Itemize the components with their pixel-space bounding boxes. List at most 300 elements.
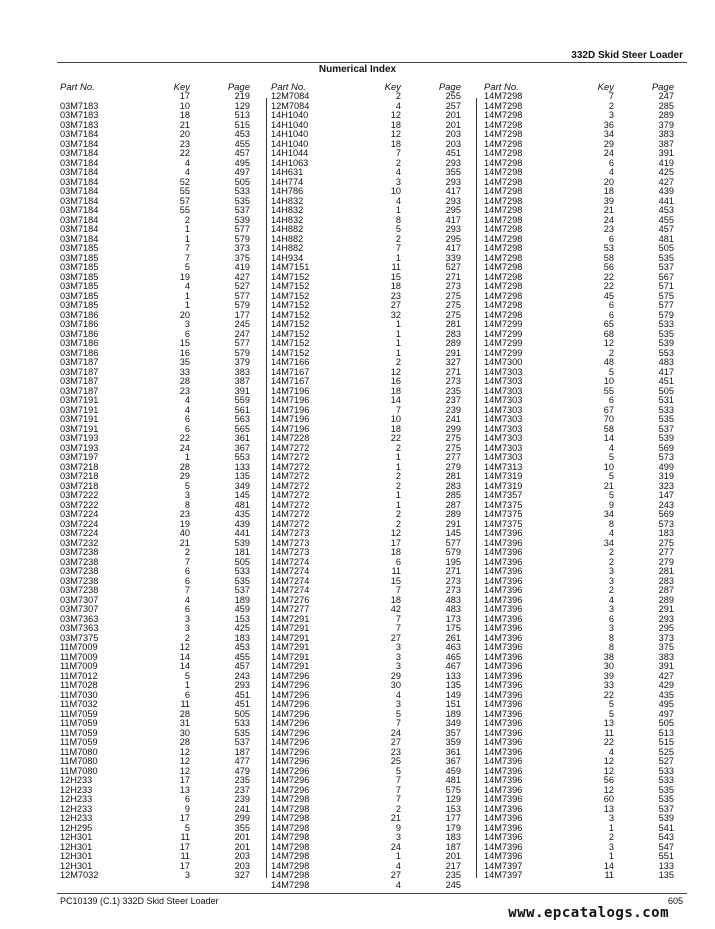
page-cell: 203 bbox=[234, 851, 250, 861]
part-no-cell: 14M7396 bbox=[484, 575, 523, 586]
key-header: Key bbox=[173, 82, 190, 93]
part-no-cell: 11M7059 bbox=[60, 708, 98, 719]
key-cell: 18 bbox=[603, 186, 614, 196]
part-no-cell: 14M7396 bbox=[484, 765, 523, 776]
part-no-cell: 03M7187 bbox=[60, 357, 99, 367]
key-cell: 5 bbox=[608, 490, 614, 500]
part-no-cell: 03M7184 bbox=[60, 157, 99, 168]
key-cell: 2 bbox=[184, 214, 190, 225]
part-no-cell: 14M7397 bbox=[484, 860, 523, 871]
key-cell: 23 bbox=[179, 138, 190, 149]
part-no-cell: 03M7193 bbox=[60, 442, 99, 453]
page-cell: 463 bbox=[445, 642, 461, 652]
page-cell: 539 bbox=[234, 214, 250, 225]
key-cell: 14 bbox=[603, 860, 614, 871]
key-cell: 7 bbox=[395, 623, 401, 633]
part-no-cell: 14H882 bbox=[271, 243, 304, 253]
page-cell: 271 bbox=[445, 271, 461, 282]
part-no-cell: 14M7272 bbox=[271, 442, 310, 453]
part-no-cell: 14M7298 bbox=[484, 195, 523, 206]
part-no-cell: 11M7059 bbox=[60, 727, 98, 738]
page-cell: 427 bbox=[658, 176, 674, 187]
part-no-cell: 14M7298 bbox=[484, 233, 523, 244]
page-cell: 391 bbox=[234, 385, 250, 396]
page-cell: 187 bbox=[445, 841, 461, 852]
page-cell: 457 bbox=[658, 224, 674, 234]
key-cell: 17 bbox=[390, 537, 401, 548]
page-cell: 391 bbox=[658, 148, 674, 158]
index-column-1 bbox=[60, 83, 250, 881]
page-cell: 291 bbox=[445, 347, 461, 358]
part-no-cell: 14M7319 bbox=[484, 480, 523, 491]
part-no-cell: 12H295 bbox=[60, 822, 93, 833]
key-cell: 36 bbox=[603, 119, 614, 130]
page-cell: 535 bbox=[658, 328, 674, 339]
part-no-cell: 03M7184 bbox=[60, 195, 99, 206]
key-cell: 13 bbox=[603, 718, 614, 728]
key-cell: 12 bbox=[390, 129, 401, 139]
page-cell: 533 bbox=[234, 566, 250, 576]
part-no-cell: 03M7191 bbox=[60, 423, 99, 434]
page-cell: 525 bbox=[658, 746, 674, 757]
key-cell: 6 bbox=[608, 157, 614, 168]
key-cell: 33 bbox=[179, 366, 190, 377]
page-cell: 457 bbox=[234, 661, 250, 671]
part-no-cell: 14M7313 bbox=[484, 461, 523, 472]
page-cell: 243 bbox=[658, 499, 674, 510]
page-cell: 541 bbox=[658, 822, 674, 833]
part-no-cell: 12H233 bbox=[60, 794, 93, 804]
page-cell: 261 bbox=[445, 632, 461, 643]
page-cell: 375 bbox=[234, 252, 250, 263]
part-no-cell: 14M7298 bbox=[271, 851, 310, 861]
key-cell: 22 bbox=[603, 737, 614, 747]
key-cell: 9 bbox=[184, 803, 190, 814]
key-cell: 2 bbox=[395, 442, 401, 453]
part-no-cell: 14H832 bbox=[271, 214, 304, 225]
part-no-cell: 14M7396 bbox=[484, 556, 523, 567]
part-no-cell: 03M7184 bbox=[60, 129, 99, 139]
key-cell: 21 bbox=[603, 480, 614, 491]
part-no-cell: 14M7298 bbox=[271, 879, 310, 890]
part-no-cell: 03M7238 bbox=[60, 585, 99, 595]
part-no-cell: 03M7191 bbox=[60, 404, 99, 415]
part-no-cell: 14M7273 bbox=[271, 537, 310, 548]
key-cell: 6 bbox=[608, 613, 614, 624]
key-cell: 5 bbox=[608, 708, 614, 719]
part-no-cell: 14M7303 bbox=[484, 366, 523, 377]
part-no-cell: 14M7196 bbox=[271, 404, 310, 415]
index-column-2 bbox=[271, 83, 461, 890]
page-cell: 195 bbox=[445, 556, 461, 567]
page-cell: 533 bbox=[658, 319, 674, 329]
page-cell: 133 bbox=[445, 670, 461, 681]
key-cell: 10 bbox=[390, 414, 401, 424]
page-cell: 387 bbox=[658, 138, 674, 149]
page-cell: 459 bbox=[234, 604, 250, 614]
part-no-cell: 14M7298 bbox=[484, 110, 523, 120]
page-cell: 129 bbox=[445, 794, 461, 804]
key-cell: 12 bbox=[179, 746, 190, 757]
page-cell: 293 bbox=[445, 176, 461, 187]
key-cell: 4 bbox=[184, 395, 190, 405]
part-no-cell: 11M7080 bbox=[60, 765, 98, 776]
key-cell: 56 bbox=[603, 262, 614, 272]
key-cell: 11 bbox=[604, 870, 614, 880]
part-no-cell: 03M7238 bbox=[60, 547, 99, 557]
page-cell: 147 bbox=[658, 490, 674, 500]
page-cell: 281 bbox=[445, 471, 461, 481]
page-cell: 499 bbox=[658, 461, 674, 472]
page-cell: 427 bbox=[234, 271, 250, 282]
page-cell: 563 bbox=[234, 414, 250, 424]
key-cell: 14 bbox=[603, 433, 614, 443]
part-no-cell: 14M7396 bbox=[484, 737, 523, 747]
key-cell: 15 bbox=[179, 338, 190, 348]
key-cell: 2 bbox=[395, 157, 401, 168]
key-cell: 28 bbox=[179, 737, 190, 747]
part-no-cell: 14M7274 bbox=[271, 575, 310, 586]
page-cell: 153 bbox=[445, 803, 461, 814]
part-no-cell: 14H1044 bbox=[271, 148, 309, 158]
part-no-cell: 12M7084 bbox=[271, 91, 310, 101]
part-no-cell: 11M7059 bbox=[60, 718, 98, 728]
page-cell: 257 bbox=[445, 100, 461, 111]
part-no-cell: 14M7273 bbox=[271, 528, 310, 538]
page-cell: 505 bbox=[658, 385, 674, 396]
key-cell: 7 bbox=[395, 148, 401, 158]
page-cell: 179 bbox=[445, 822, 461, 833]
part-no-cell: 14M7298 bbox=[484, 157, 523, 168]
part-no-cell: 14M7296 bbox=[271, 670, 310, 681]
page-cell: 579 bbox=[234, 347, 250, 358]
part-no-cell: 14M7298 bbox=[271, 832, 310, 842]
page-cell: 281 bbox=[445, 319, 461, 329]
key-cell: 28 bbox=[179, 376, 190, 386]
part-no-cell: 14M7396 bbox=[484, 537, 523, 548]
part-no-cell: 14M7357 bbox=[484, 490, 523, 500]
part-no-cell: 03M7184 bbox=[60, 138, 99, 149]
key-cell: 12 bbox=[390, 528, 401, 538]
key-cell: 33 bbox=[603, 680, 614, 690]
page-cell: 327 bbox=[445, 357, 461, 367]
part-no-cell: 14M7298 bbox=[271, 794, 310, 804]
part-no-cell: 14M7396 bbox=[484, 585, 523, 595]
key-cell: 39 bbox=[603, 195, 614, 206]
key-cell: 14 bbox=[179, 661, 190, 671]
part-no-cell: 14M7298 bbox=[271, 813, 310, 823]
part-no-cell: 14M7396 bbox=[484, 547, 523, 557]
key-cell: 8 bbox=[608, 642, 614, 652]
key-cell: 7 bbox=[184, 556, 190, 567]
key-cell: 6 bbox=[608, 395, 614, 405]
key-cell: 24 bbox=[179, 442, 190, 453]
key-cell: 7 bbox=[395, 718, 401, 728]
page-cell: 135 bbox=[234, 471, 250, 481]
key-cell: 15 bbox=[390, 575, 401, 586]
key-cell: 7 bbox=[395, 794, 401, 804]
key-cell: 22 bbox=[179, 433, 190, 443]
part-no-cell: 11M7080 bbox=[60, 746, 98, 757]
key-cell: 1 bbox=[395, 499, 401, 510]
page-cell: 539 bbox=[234, 537, 250, 548]
part-no-cell: 03M7183 bbox=[60, 110, 99, 120]
part-no-cell: 03M7363 bbox=[60, 623, 99, 633]
part-no-cell: 03M7184 bbox=[60, 233, 99, 244]
page-cell: 497 bbox=[658, 708, 674, 719]
page-cell: 575 bbox=[445, 784, 461, 795]
part-no-cell: 14M7300 bbox=[484, 357, 523, 367]
page-cell: 177 bbox=[445, 813, 461, 823]
part-no-cell: 14M7396 bbox=[484, 566, 523, 576]
page-cell: 535 bbox=[658, 252, 674, 263]
part-no-cell: 14M7296 bbox=[271, 708, 310, 719]
page-cell: 417 bbox=[658, 366, 674, 377]
part-no-cell: 12M7084 bbox=[271, 100, 310, 111]
part-no-cell: 14H1040 bbox=[271, 129, 309, 139]
part-no-cell: 03M7193 bbox=[60, 433, 99, 443]
key-cell: 5 bbox=[184, 480, 190, 491]
part-no-cell: 14M7303 bbox=[484, 442, 523, 453]
part-no-cell: 14M7396 bbox=[484, 718, 523, 728]
key-cell: 3 bbox=[184, 319, 190, 329]
key-cell: 28 bbox=[179, 708, 190, 719]
part-no-cell: 03M7185 bbox=[60, 300, 99, 310]
part-no-cell: 12M7032 bbox=[60, 870, 99, 880]
key-cell: 2 bbox=[395, 357, 401, 367]
key-cell: 34 bbox=[603, 509, 614, 519]
part-no-cell: 14M7303 bbox=[484, 433, 523, 443]
page-cell: 505 bbox=[234, 556, 250, 567]
key-cell: 17 bbox=[179, 860, 190, 871]
page-cell: 285 bbox=[658, 100, 674, 111]
part-no-cell: 14M7396 bbox=[484, 784, 523, 795]
key-cell: 2 bbox=[395, 480, 401, 491]
key-cell: 58 bbox=[603, 423, 614, 434]
part-no-cell: 14M7272 bbox=[271, 480, 310, 491]
page-cell: 241 bbox=[445, 414, 461, 424]
column-divider bbox=[266, 98, 267, 878]
key-cell: 18 bbox=[390, 281, 401, 291]
table-row bbox=[484, 871, 674, 881]
page-cell: 481 bbox=[234, 499, 250, 510]
part-no-cell: 14M7298 bbox=[484, 214, 523, 225]
key-cell: 18 bbox=[390, 119, 401, 130]
part-no-cell: 12H301 bbox=[60, 860, 93, 871]
key-cell: 2 bbox=[395, 509, 401, 519]
part-no-cell: 03M7185 bbox=[60, 243, 99, 253]
page-cell: 573 bbox=[658, 518, 674, 529]
key-cell: 2 bbox=[184, 632, 190, 643]
page-cell: 419 bbox=[234, 262, 250, 272]
page-cell: 145 bbox=[234, 490, 250, 500]
part-no-cell: 14M7274 bbox=[271, 566, 310, 576]
key-cell: 11 bbox=[391, 262, 401, 272]
part-no-cell: 14M7152 bbox=[271, 290, 310, 301]
page-cell: 373 bbox=[658, 632, 674, 643]
key-cell: 11 bbox=[604, 727, 614, 738]
page-cell: 543 bbox=[658, 832, 674, 842]
page-cell: 349 bbox=[234, 480, 250, 491]
key-cell: 12 bbox=[603, 765, 614, 776]
page-cell: 537 bbox=[234, 737, 250, 747]
page-cell: 569 bbox=[658, 442, 674, 453]
page-cell: 425 bbox=[234, 623, 250, 633]
part-no-cell: 14M7396 bbox=[484, 528, 523, 538]
part-no-cell: 14M7152 bbox=[271, 347, 310, 358]
part-no-cell: 14M7152 bbox=[271, 300, 310, 310]
page-cell: 515 bbox=[234, 119, 250, 130]
part-no-cell: 03M7187 bbox=[60, 376, 99, 386]
part-no-cell: 14M7272 bbox=[271, 452, 310, 462]
key-cell: 4 bbox=[395, 167, 401, 177]
part-no-cell: 14M7299 bbox=[484, 338, 523, 348]
key-cell: 27 bbox=[390, 870, 401, 880]
page-cell: 513 bbox=[234, 110, 250, 120]
part-no-cell: 03M7238 bbox=[60, 566, 99, 576]
key-cell: 13 bbox=[603, 803, 614, 814]
page-cell: 239 bbox=[445, 404, 461, 415]
part-no-header: Part No. bbox=[484, 82, 519, 93]
page-cell: 279 bbox=[445, 461, 461, 472]
part-no-cell: 03M7187 bbox=[60, 366, 99, 377]
page-cell: 293 bbox=[658, 613, 674, 624]
page-cell: 201 bbox=[234, 841, 250, 852]
key-cell: 6 bbox=[608, 309, 614, 320]
part-no-cell: 14M7396 bbox=[484, 803, 523, 814]
part-no-cell: 14M7298 bbox=[484, 271, 523, 282]
key-cell: 19 bbox=[179, 271, 190, 282]
key-cell: 29 bbox=[603, 138, 614, 149]
key-cell: 12 bbox=[179, 756, 190, 766]
page-cell: 275 bbox=[445, 309, 461, 320]
key-cell: 7 bbox=[395, 775, 401, 785]
key-cell: 1 bbox=[184, 290, 190, 301]
key-cell: 6 bbox=[184, 794, 190, 804]
key-cell: 1 bbox=[608, 851, 614, 861]
page-cell: 283 bbox=[445, 480, 461, 491]
part-no-cell: 03M7185 bbox=[60, 262, 99, 272]
part-no-cell: 11M7030 bbox=[60, 689, 98, 700]
part-no-cell: 14H832 bbox=[271, 195, 304, 206]
part-no-cell: 14M7196 bbox=[271, 414, 310, 424]
key-cell: 7 bbox=[395, 243, 401, 253]
key-cell: 24 bbox=[603, 148, 614, 158]
column-divider bbox=[476, 98, 477, 878]
page-cell: 427 bbox=[658, 670, 674, 681]
key-cell: 1 bbox=[395, 461, 401, 472]
key-cell: 7 bbox=[395, 404, 401, 415]
page-cell: 243 bbox=[234, 670, 250, 681]
page-cell: 373 bbox=[234, 243, 250, 253]
key-cell: 1 bbox=[395, 338, 401, 348]
page-cell: 277 bbox=[658, 547, 674, 557]
part-no-cell: 14M7296 bbox=[271, 784, 310, 795]
key-cell: 1 bbox=[395, 347, 401, 358]
page-cell: 239 bbox=[234, 794, 250, 804]
key-cell: 23 bbox=[390, 290, 401, 301]
page-cell: 531 bbox=[658, 395, 674, 405]
key-cell: 8 bbox=[608, 632, 614, 643]
page-cell: 577 bbox=[234, 224, 250, 234]
part-no-cell: 14M7291 bbox=[271, 642, 310, 652]
page-cell: 271 bbox=[445, 366, 461, 377]
part-no-cell: 14M7299 bbox=[484, 319, 523, 329]
part-no-cell: 14M7298 bbox=[484, 167, 523, 177]
page-cell: 383 bbox=[234, 366, 250, 377]
part-no-cell: 14M7272 bbox=[271, 461, 310, 472]
part-no-cell: 14M7396 bbox=[484, 613, 523, 624]
page-cell: 577 bbox=[445, 537, 461, 548]
part-no-cell: 14M7296 bbox=[271, 727, 310, 738]
page-cell: 203 bbox=[445, 138, 461, 149]
part-no-cell: 03M7186 bbox=[60, 309, 99, 320]
page-cell: 177 bbox=[234, 309, 250, 320]
key-cell: 12 bbox=[390, 110, 401, 120]
page-cell: 219 bbox=[234, 91, 250, 101]
part-no-cell: 14M7276 bbox=[271, 594, 310, 605]
part-no-cell: 14M7152 bbox=[271, 319, 310, 329]
key-cell: 18 bbox=[390, 138, 401, 149]
key-cell: 24 bbox=[390, 841, 401, 852]
part-no-cell: 12H233 bbox=[60, 775, 93, 785]
key-cell: 5 bbox=[608, 366, 614, 377]
key-cell: 1 bbox=[184, 452, 190, 462]
part-no-cell: 14M7151 bbox=[271, 262, 310, 272]
key-cell: 2 bbox=[395, 803, 401, 814]
key-cell: 2 bbox=[608, 100, 614, 111]
page-cell: 175 bbox=[445, 623, 461, 633]
key-cell: 3 bbox=[395, 832, 401, 842]
key-cell: 48 bbox=[603, 357, 614, 367]
part-no-cell: 03M7185 bbox=[60, 281, 99, 291]
page-cell: 451 bbox=[658, 376, 674, 386]
page-cell: 537 bbox=[658, 262, 674, 272]
part-no-cell: 14M7396 bbox=[484, 832, 523, 842]
key-cell: 1 bbox=[395, 851, 401, 861]
page-cell: 289 bbox=[658, 594, 674, 605]
part-no-header: Part No. bbox=[271, 82, 306, 93]
page-cell: 281 bbox=[658, 566, 674, 576]
key-cell: 3 bbox=[608, 813, 614, 823]
part-no-cell: 14M7196 bbox=[271, 423, 310, 434]
part-no-cell: 03M7218 bbox=[60, 461, 99, 472]
key-cell: 34 bbox=[603, 129, 614, 139]
part-no-cell: 14M7303 bbox=[484, 385, 523, 396]
part-no-cell: 14M7298 bbox=[484, 309, 523, 320]
page-cell: 533 bbox=[658, 775, 674, 785]
part-no-cell: 14M7396 bbox=[484, 594, 523, 605]
page-cell: 201 bbox=[445, 119, 461, 130]
part-no-cell: 03M7186 bbox=[60, 319, 99, 329]
page-number: 605 bbox=[667, 896, 683, 906]
page-cell: 567 bbox=[658, 271, 674, 282]
key-cell: 31 bbox=[179, 718, 190, 728]
page-cell: 367 bbox=[445, 756, 461, 766]
part-no-cell: 14M7296 bbox=[271, 737, 310, 747]
part-no-cell: 14H934 bbox=[271, 252, 304, 263]
key-cell: 11 bbox=[180, 832, 190, 842]
key-cell: 12 bbox=[603, 338, 614, 348]
page-cell: 479 bbox=[234, 765, 250, 776]
key-cell: 6 bbox=[608, 233, 614, 244]
page-cell: 451 bbox=[234, 699, 250, 709]
part-no-cell: 14M7152 bbox=[271, 281, 310, 291]
part-no-cell: 12H233 bbox=[60, 784, 93, 795]
part-no-cell: 14M7303 bbox=[484, 395, 523, 405]
page-cell: 275 bbox=[445, 300, 461, 310]
page-cell: 527 bbox=[234, 281, 250, 291]
